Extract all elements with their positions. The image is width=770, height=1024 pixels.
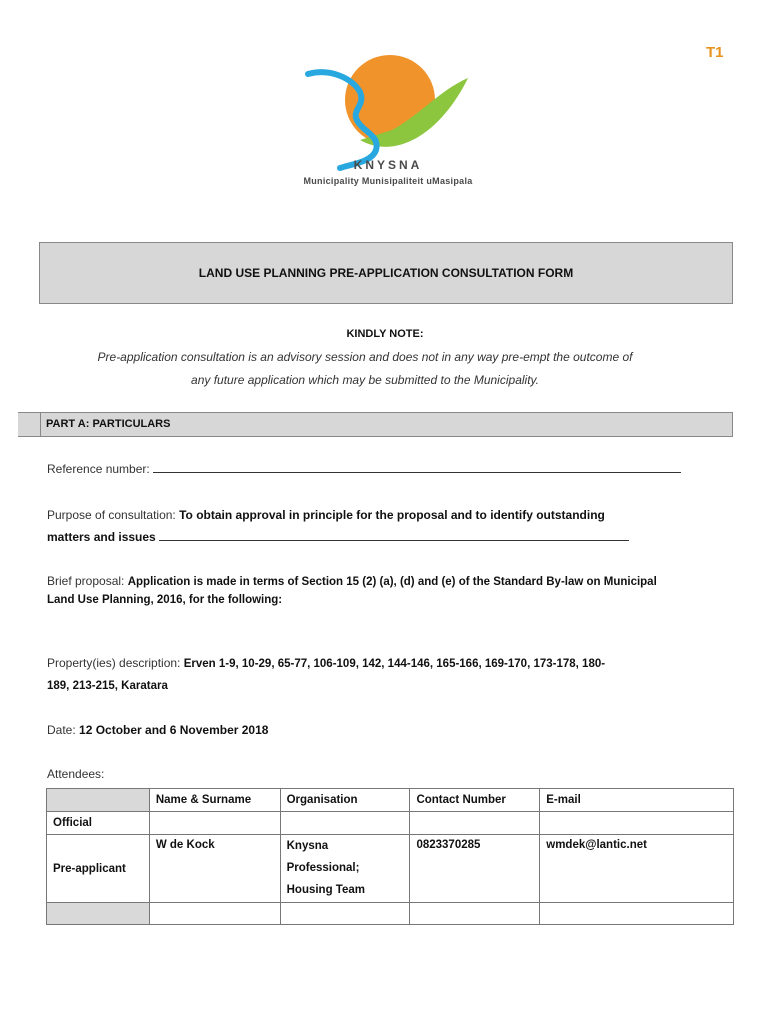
brief-label: Brief proposal: (47, 574, 125, 588)
reference-input[interactable] (153, 462, 681, 473)
empty-name-cell[interactable] (149, 903, 280, 925)
official-org-cell[interactable] (280, 812, 410, 835)
table-header-row (47, 789, 734, 812)
date-row (47, 723, 268, 737)
property-value-1: Erven 1-9, 10-29, 65-77, 106-109, 142, 144-146, 165-166, 169-170, 173-178, 180- (183, 658, 606, 670)
empty-org-cell[interactable] (280, 903, 410, 925)
preapplicant-org-line-1: Knysna (286, 840, 329, 852)
header-cell-name: Name & Surname (149, 789, 280, 812)
header-cell-email: E-mail (540, 789, 734, 812)
part-a-header (18, 412, 733, 437)
attendees-table (46, 788, 734, 925)
purpose-value-1: To obtain approval in principle for the proposal and to identify outstanding (179, 508, 605, 522)
brand-tagline: Municipality Munisipaliteit uMasipala (303, 176, 473, 186)
preapplicant-contact: 0823370285 (410, 835, 540, 903)
note-line-1: Pre-application consultation is an advisory session and does not in any way pre-empt the outcome of (97, 350, 633, 364)
header-cell-organisation: Organisation (280, 789, 410, 812)
purpose-row (47, 508, 707, 522)
purpose-label: Purpose of consultation: (47, 508, 176, 522)
property-row-2 (47, 678, 168, 692)
empty-contact-cell[interactable] (410, 903, 540, 925)
preapplicant-email: wmdek@lantic.net (540, 835, 734, 903)
date-label: Date: (47, 723, 76, 737)
part-a-heading: PART A: PARTICULARS (46, 418, 171, 430)
property-value-2: 189, 213-215, Karatara (47, 680, 168, 692)
property-label: Property(ies) description: (47, 656, 181, 670)
official-email-cell[interactable] (540, 812, 734, 835)
purpose-value-2: matters and issues (47, 530, 156, 544)
form-title: LAND USE PLANNING PRE-APPLICATION CONSULTATION FORM (39, 242, 733, 304)
brief-row-2 (47, 592, 282, 606)
note-heading: KINDLY NOTE: (346, 328, 424, 340)
brief-value-1: Application is made in terms of Section 15 (2) (a), (d) and (e) of the Standard By-law on Municipal (127, 576, 657, 588)
property-row (47, 656, 605, 670)
attendees-label: Attendees: (47, 767, 105, 781)
preapplicant-name: W de Kock (149, 835, 280, 903)
page-tag: T1 (706, 44, 724, 61)
reference-row (47, 462, 681, 476)
preapplicant-org-line-3: Housing Team (286, 884, 365, 896)
purpose-row-2 (47, 530, 629, 544)
header-cell-blank (47, 789, 150, 812)
reference-label: Reference number: (47, 462, 150, 476)
official-name-cell[interactable] (149, 812, 280, 835)
empty-email-cell[interactable] (540, 903, 734, 925)
table-row-official (47, 812, 734, 835)
official-contact-cell[interactable] (410, 812, 540, 835)
note-line-2: any future application which may be submitted to the Municipality. (191, 373, 539, 387)
date-value: 12 October and 6 November 2018 (79, 723, 269, 737)
brief-value-2: Land Use Planning, 2016, for the following: (47, 594, 283, 606)
table-row-preapplicant (47, 835, 734, 903)
brief-row (47, 574, 657, 588)
preapplicant-label: Pre-applicant (47, 835, 150, 903)
table-row-empty (47, 903, 734, 925)
empty-row-label (47, 903, 150, 925)
purpose-blank[interactable] (159, 530, 629, 541)
official-label: Official (47, 812, 150, 835)
header-cell-contact: Contact Number (410, 789, 540, 812)
brand-block (278, 158, 498, 186)
brand-name: KNYSNA (353, 158, 423, 172)
preapplicant-org-line-2: Professional; (286, 862, 360, 874)
preapplicant-org (280, 835, 410, 903)
